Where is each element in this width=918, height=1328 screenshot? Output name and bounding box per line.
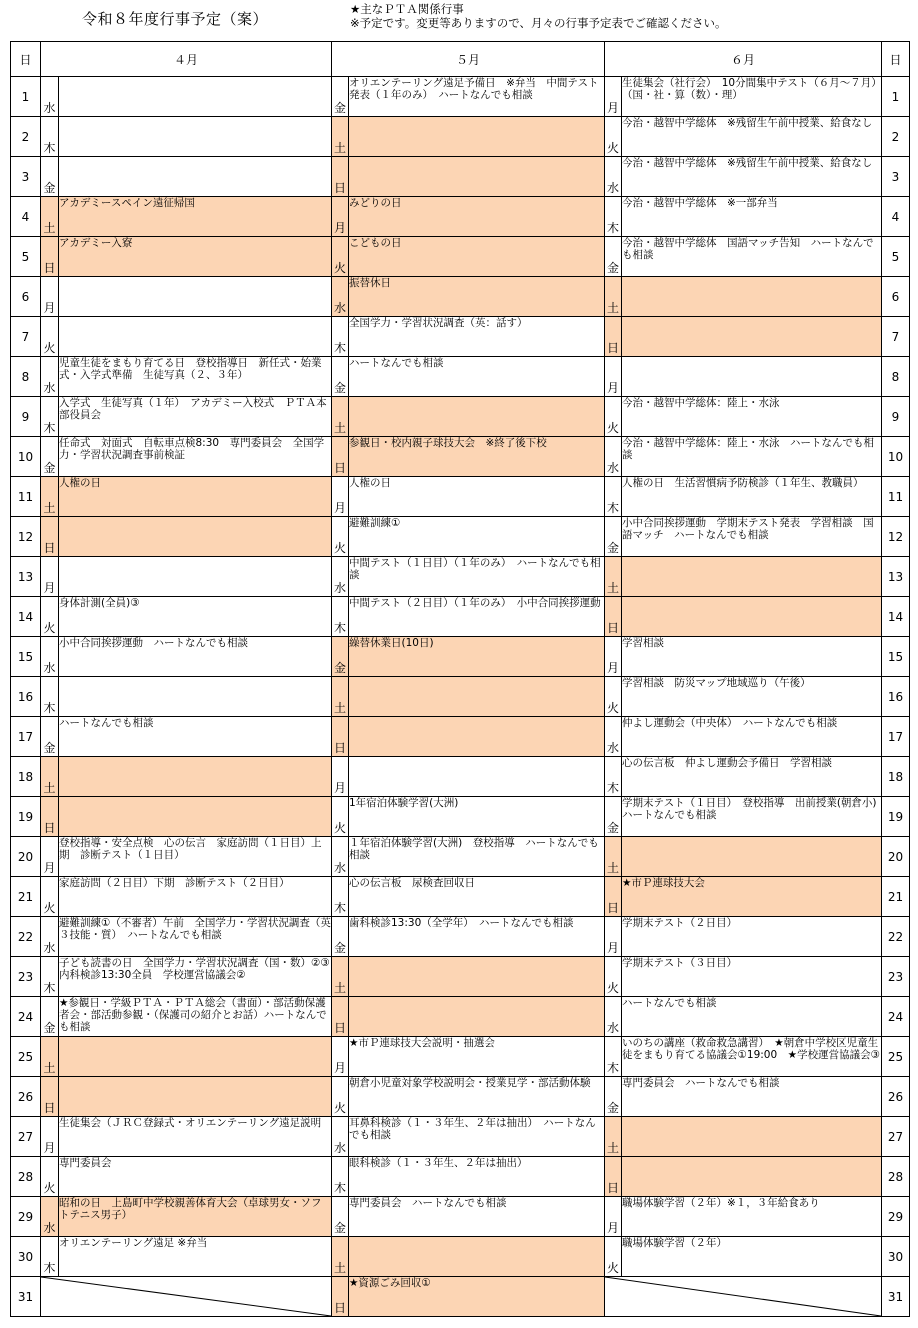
june-event: 今治・越智中学総体 ※残留生午前中授業、給食なし [622, 157, 882, 197]
day-number-right: 16 [882, 677, 910, 717]
day-number: 11 [11, 477, 41, 517]
june-event: 今治・越智中学総体 ※一部弁当 [622, 197, 882, 237]
april-event [59, 557, 332, 597]
day-header-right: 日 [882, 42, 910, 77]
april-nonexistent-day [41, 1277, 332, 1317]
day-number-right: 8 [882, 357, 910, 397]
may-weekday: 水 [332, 837, 349, 877]
may-event [349, 957, 605, 997]
may-header: ５月 [332, 42, 605, 77]
may-weekday: 金 [332, 77, 349, 117]
june-event: 専門委員会 ハートなんでも相談 [622, 1077, 882, 1117]
table-row [11, 557, 910, 597]
day-number: 4 [11, 197, 41, 237]
table-row [11, 437, 910, 477]
may-event: 中間テスト（１日目）（１年のみ） ハートなんでも相談 [349, 557, 605, 597]
may-weekday: 土 [332, 957, 349, 997]
table-row [11, 1037, 910, 1077]
day-number-right: 30 [882, 1237, 910, 1277]
april-event [59, 117, 332, 157]
schedule-table [10, 41, 910, 1317]
april-weekday: 月 [41, 277, 59, 317]
june-weekday: 日 [605, 1157, 622, 1197]
day-number-right: 2 [882, 117, 910, 157]
table-row [11, 117, 910, 157]
schedule-note: ※予定です。変更等ありますので、月々の行事予定表でご確認ください。 [350, 16, 727, 30]
april-weekday: 木 [41, 397, 59, 437]
april-event [59, 317, 332, 357]
day-number-right: 15 [882, 637, 910, 677]
june-event [622, 357, 882, 397]
june-weekday: 土 [605, 557, 622, 597]
day-number: 24 [11, 997, 41, 1037]
may-event: 繰替休業日(10日) [349, 637, 605, 677]
june-weekday: 金 [605, 1077, 622, 1117]
june-event: 心の伝言板 仲よし運動会予備日 学習相談 [622, 757, 882, 797]
june-event [622, 317, 882, 357]
day-number-right: 23 [882, 957, 910, 997]
day-number-right: 24 [882, 997, 910, 1037]
may-event [349, 1237, 605, 1277]
april-event: 任命式 対面式 自転車点検8:30 専門委員会 全国学力・学習状況調査事前検証 [59, 437, 332, 477]
june-event: 今治・越智中学総体 国語マッチ告知 ハートなんでも相談 [622, 237, 882, 277]
day-number-right: 28 [882, 1157, 910, 1197]
day-number-right: 6 [882, 277, 910, 317]
may-weekday: 金 [332, 637, 349, 677]
may-event: 専門委員会 ハートなんでも相談 [349, 1197, 605, 1237]
table-row [11, 957, 910, 997]
april-event: アカデミースペイン遠征帰国 [59, 197, 332, 237]
table-row [11, 237, 910, 277]
table-row [11, 917, 910, 957]
april-event: 身体計測(全員)③ [59, 597, 332, 637]
may-weekday: 月 [332, 1037, 349, 1077]
day-number-right: 21 [882, 877, 910, 917]
may-event: オリエンテーリング遠足予備日 ※弁当 中間テスト発表（１年のみ） ハートなんでも相談 [349, 77, 605, 117]
day-number-right: 13 [882, 557, 910, 597]
table-row [11, 517, 910, 557]
day-number-right: 4 [882, 197, 910, 237]
june-weekday: 水 [605, 157, 622, 197]
may-event [349, 717, 605, 757]
table-row [11, 877, 910, 917]
may-event: ★市Ｐ連球技大会説明・抽選会 [349, 1037, 605, 1077]
april-weekday: 水 [41, 77, 59, 117]
april-weekday: 火 [41, 317, 59, 357]
day-number: 12 [11, 517, 41, 557]
june-weekday: 月 [605, 357, 622, 397]
table-row [11, 157, 910, 197]
day-number: 26 [11, 1077, 41, 1117]
april-event [59, 1077, 332, 1117]
june-event [622, 1157, 882, 1197]
day-number: 17 [11, 717, 41, 757]
april-event [59, 77, 332, 117]
day-number: 13 [11, 557, 41, 597]
may-event: 全国学力・学習状況調査（英：話す） [349, 317, 605, 357]
april-weekday: 水 [41, 917, 59, 957]
april-weekday: 水 [41, 637, 59, 677]
june-event: 学期末テスト（１日目） 登校指導 出前授業(朝倉小) ハートなんでも相談 [622, 797, 882, 837]
june-weekday: 月 [605, 1197, 622, 1237]
may-event: 眼科検診（１・３年生、２年は抽出） [349, 1157, 605, 1197]
table-row [11, 1237, 910, 1277]
june-event [622, 597, 882, 637]
may-weekday: 木 [332, 317, 349, 357]
may-event: 朝倉小児童対象学校説明会・授業見学・部活動体験 [349, 1077, 605, 1117]
april-weekday: 土 [41, 1037, 59, 1077]
june-weekday: 月 [605, 77, 622, 117]
april-weekday: 水 [41, 357, 59, 397]
table-row [11, 397, 910, 437]
april-event [59, 277, 332, 317]
may-event [349, 677, 605, 717]
june-weekday: 水 [605, 997, 622, 1037]
april-event: 入学式 生徒写真（１年） アカデミー入校式 ＰＴＡ本部役員会 [59, 397, 332, 437]
table-row [11, 357, 910, 397]
day-number: 31 [11, 1277, 41, 1317]
may-event: 心の伝言板 尿検査回収日 [349, 877, 605, 917]
june-event: 職場体験学習（２年） [622, 1237, 882, 1277]
table-row [11, 1277, 910, 1317]
table-row [11, 477, 910, 517]
june-weekday: 木 [605, 477, 622, 517]
day-number-right: 7 [882, 317, 910, 357]
day-number: 19 [11, 797, 41, 837]
may-event: ★資源ごみ回収① [349, 1277, 605, 1317]
june-weekday: 土 [605, 1117, 622, 1157]
day-number-right: 14 [882, 597, 910, 637]
june-weekday: 木 [605, 757, 622, 797]
day-number: 8 [11, 357, 41, 397]
day-number: 20 [11, 837, 41, 877]
may-weekday: 金 [332, 1197, 349, 1237]
april-event: 家庭訪問（２日目）下期 診断テスト（２日目） [59, 877, 332, 917]
table-row [11, 797, 910, 837]
may-event [349, 997, 605, 1037]
may-weekday: 水 [332, 557, 349, 597]
may-event: 歯科検診13:30（全学年） ハートなんでも相談 [349, 917, 605, 957]
day-number: 27 [11, 1117, 41, 1157]
table-row [11, 1077, 910, 1117]
april-event [59, 1037, 332, 1077]
june-event: 職場体験学習（２年）※１，３年給食あり [622, 1197, 882, 1237]
day-number: 9 [11, 397, 41, 437]
diagonal-line [41, 1277, 331, 1316]
table-row [11, 717, 910, 757]
june-event: 学習相談 [622, 637, 882, 677]
day-number-right: 11 [882, 477, 910, 517]
june-event: 仲よし運動会（中央体） ハートなんでも相談 [622, 717, 882, 757]
april-weekday: 金 [41, 717, 59, 757]
day-number: 14 [11, 597, 41, 637]
day-number: 22 [11, 917, 41, 957]
may-weekday: 日 [332, 717, 349, 757]
day-number: 1 [11, 77, 41, 117]
april-weekday: 月 [41, 1117, 59, 1157]
june-event [622, 557, 882, 597]
day-number: 29 [11, 1197, 41, 1237]
day-number-right: 19 [882, 797, 910, 837]
april-event [59, 677, 332, 717]
diagonal-line [605, 1277, 881, 1316]
april-event [59, 757, 332, 797]
june-weekday: 火 [605, 677, 622, 717]
day-number: 10 [11, 437, 41, 477]
june-event: ハートなんでも相談 [622, 997, 882, 1037]
day-number-right: 26 [882, 1077, 910, 1117]
may-weekday: 日 [332, 437, 349, 477]
may-weekday: 月 [332, 197, 349, 237]
april-event [59, 797, 332, 837]
june-weekday: 水 [605, 437, 622, 477]
may-weekday: 火 [332, 1077, 349, 1117]
day-number: 25 [11, 1037, 41, 1077]
day-number: 30 [11, 1237, 41, 1277]
june-event: 今治・越智中学総体：陸上・水泳 ハートなんでも相談 [622, 437, 882, 477]
table-row [11, 837, 910, 877]
may-event: 中間テスト（２日目）（１年のみ） 小中合同挨拶運動 [349, 597, 605, 637]
april-event: ハートなんでも相談 [59, 717, 332, 757]
april-weekday: 日 [41, 237, 59, 277]
notes [350, 2, 726, 30]
june-weekday: 火 [605, 1237, 622, 1277]
april-event: ★参観日・学級ＰＴＡ・ＰＴＡ総会（書面）・部活動保護者会・部活動参観・（保護司の紹介とお話）ハートなんでも相談 [59, 997, 332, 1037]
april-event: アカデミー入寮 [59, 237, 332, 277]
may-event: こどもの日 [349, 237, 605, 277]
april-weekday: 木 [41, 117, 59, 157]
june-event: 今治・越智中学総体 ※残留生午前中授業、給食なし [622, 117, 882, 157]
june-event: 学期末テスト（３日目） [622, 957, 882, 997]
april-weekday: 土 [41, 757, 59, 797]
may-weekday: 木 [332, 597, 349, 637]
june-weekday: 土 [605, 837, 622, 877]
header-row [11, 42, 910, 77]
may-event: 避難訓練① [349, 517, 605, 557]
june-weekday: 金 [605, 517, 622, 557]
may-weekday: 金 [332, 357, 349, 397]
june-event: いのちの講座（救命救急講習） ★朝倉中学校区児童生徒をまもり育てる協議会①19:00 ★学校運営協議会③ [622, 1037, 882, 1077]
day-number-right: 18 [882, 757, 910, 797]
day-number-right: 9 [882, 397, 910, 437]
june-event: 小中合同挨拶運動 学期末テスト発表 学習相談 国語マッチ ハートなんでも相談 [622, 517, 882, 557]
may-event [349, 757, 605, 797]
april-weekday: 金 [41, 437, 59, 477]
day-number: 21 [11, 877, 41, 917]
day-number: 7 [11, 317, 41, 357]
april-event: 避難訓練①（不審者）午前 全国学力・学習状況調査（英３技能・質） ハートなんでも相談 [59, 917, 332, 957]
day-number-right: 3 [882, 157, 910, 197]
day-number: 18 [11, 757, 41, 797]
april-event: オリエンテーリング遠足 ※弁当 [59, 1237, 332, 1277]
day-number: 6 [11, 277, 41, 317]
june-weekday: 土 [605, 277, 622, 317]
june-weekday: 金 [605, 237, 622, 277]
june-event: 学習相談 防災マップ地域巡り（午後） [622, 677, 882, 717]
table-row [11, 197, 910, 237]
day-number-right: 31 [882, 1277, 910, 1317]
day-number: 15 [11, 637, 41, 677]
day-number-right: 22 [882, 917, 910, 957]
april-event: 子ども読書の日 全国学力・学習状況調査（国・数）②③ 内科検診13:30全員 学校運営協議会② [59, 957, 332, 997]
day-number: 23 [11, 957, 41, 997]
table-row [11, 637, 910, 677]
may-event [349, 157, 605, 197]
day-number-right: 12 [882, 517, 910, 557]
june-weekday: 火 [605, 957, 622, 997]
may-weekday: 土 [332, 397, 349, 437]
may-event: 耳鼻科検診（１・３年生、２年は抽出） ハートなんでも相談 [349, 1117, 605, 1157]
june-event: ★市Ｐ連球技大会 [622, 877, 882, 917]
may-weekday: 金 [332, 917, 349, 957]
june-event [622, 837, 882, 877]
june-weekday: 日 [605, 597, 622, 637]
may-event: 参観日・校内親子球技大会 ※終了後下校 [349, 437, 605, 477]
april-event [59, 157, 332, 197]
april-weekday: 木 [41, 677, 59, 717]
april-weekday: 木 [41, 1237, 59, 1277]
table-row [11, 1117, 910, 1157]
table-row [11, 677, 910, 717]
april-event: 児童生徒をまもり育てる日 登校指導日 新任式・始業式・入学式準備 生徒写真（２、３年） [59, 357, 332, 397]
may-weekday: 火 [332, 797, 349, 837]
pta-note: ★主なＰＴＡ関係行事 [350, 2, 464, 16]
june-nonexistent-day [605, 1277, 882, 1317]
april-weekday: 水 [41, 1197, 59, 1237]
june-event [622, 277, 882, 317]
june-header: ６月 [605, 42, 882, 77]
june-weekday: 火 [605, 397, 622, 437]
table-row [11, 1197, 910, 1237]
june-weekday: 木 [605, 1037, 622, 1077]
may-event [349, 117, 605, 157]
june-weekday: 月 [605, 917, 622, 957]
june-weekday: 水 [605, 717, 622, 757]
day-number: 16 [11, 677, 41, 717]
june-event [622, 1117, 882, 1157]
table-row [11, 757, 910, 797]
april-event: 人権の日 [59, 477, 332, 517]
may-weekday: 日 [332, 1277, 349, 1317]
may-event: ハートなんでも相談 [349, 357, 605, 397]
april-weekday: 金 [41, 157, 59, 197]
day-number: 3 [11, 157, 41, 197]
april-weekday: 木 [41, 957, 59, 997]
table-row [11, 1157, 910, 1197]
day-number: 5 [11, 237, 41, 277]
june-weekday: 火 [605, 117, 622, 157]
april-weekday: 日 [41, 1077, 59, 1117]
table-row [11, 77, 910, 117]
may-weekday: 月 [332, 477, 349, 517]
day-header: 日 [11, 42, 41, 77]
may-weekday: 火 [332, 237, 349, 277]
april-weekday: 日 [41, 797, 59, 837]
day-number: 2 [11, 117, 41, 157]
april-weekday: 日 [41, 517, 59, 557]
day-number-right: 29 [882, 1197, 910, 1237]
april-event: 生徒集会（ＪＲＣ登録式・オリエンテーリング遠足説明 [59, 1117, 332, 1157]
june-weekday: 日 [605, 317, 622, 357]
day-number-right: 25 [882, 1037, 910, 1077]
may-event: 1年宿泊体験学習(大洲) [349, 797, 605, 837]
may-event: みどりの日 [349, 197, 605, 237]
table-row [11, 317, 910, 357]
table-row [11, 597, 910, 637]
may-weekday: 火 [332, 517, 349, 557]
april-weekday: 土 [41, 197, 59, 237]
may-event [349, 397, 605, 437]
may-weekday: 月 [332, 757, 349, 797]
day-number: 28 [11, 1157, 41, 1197]
day-number-right: 10 [882, 437, 910, 477]
may-weekday: 木 [332, 1157, 349, 1197]
april-weekday: 土 [41, 477, 59, 517]
may-event: 人権の日 [349, 477, 605, 517]
june-event: 生徒集会（社行会） 10分間集中テスト（６月～７月）（国・社・算（数）・理） [622, 77, 882, 117]
may-weekday: 土 [332, 1237, 349, 1277]
june-weekday: 月 [605, 637, 622, 677]
april-event: 専門委員会 [59, 1157, 332, 1197]
day-number-right: 1 [882, 77, 910, 117]
may-event: １年宿泊体験学習(大洲) 登校指導 ハートなんでも相談 [349, 837, 605, 877]
may-weekday: 水 [332, 277, 349, 317]
april-weekday: 金 [41, 997, 59, 1037]
may-weekday: 日 [332, 997, 349, 1037]
day-number-right: 5 [882, 237, 910, 277]
april-event: 昭和の日 上島町中学校親善体育大会（卓球男女・ソフトテニス男子） [59, 1197, 332, 1237]
april-weekday: 火 [41, 597, 59, 637]
may-event: 振替休日 [349, 277, 605, 317]
may-weekday: 木 [332, 877, 349, 917]
june-event: 学期末テスト（２日目） [622, 917, 882, 957]
day-number-right: 27 [882, 1117, 910, 1157]
april-header: ４月 [41, 42, 332, 77]
april-weekday: 火 [41, 1157, 59, 1197]
may-weekday: 土 [332, 677, 349, 717]
day-number-right: 20 [882, 837, 910, 877]
may-weekday: 水 [332, 1117, 349, 1157]
june-weekday: 日 [605, 877, 622, 917]
page-title: 令和８年度行事予定（案） [82, 10, 269, 28]
june-event: 人権の日 生活習慣病予防検診（１年生、教職員） [622, 477, 882, 517]
april-event [59, 517, 332, 557]
april-weekday: 月 [41, 837, 59, 877]
june-event: 今治・越智中学総体：陸上・水泳 [622, 397, 882, 437]
april-event: 小中合同挨拶運動 ハートなんでも相談 [59, 637, 332, 677]
june-weekday: 金 [605, 797, 622, 837]
april-event: 登校指導・安全点検 心の伝言 家庭訪問（１日目）上期 診断テスト（１日目） [59, 837, 332, 877]
table-row [11, 997, 910, 1037]
june-weekday: 木 [605, 197, 622, 237]
april-weekday: 火 [41, 877, 59, 917]
day-number-right: 17 [882, 717, 910, 757]
table-row [11, 277, 910, 317]
may-weekday: 土 [332, 117, 349, 157]
april-weekday: 月 [41, 557, 59, 597]
may-weekday: 日 [332, 157, 349, 197]
